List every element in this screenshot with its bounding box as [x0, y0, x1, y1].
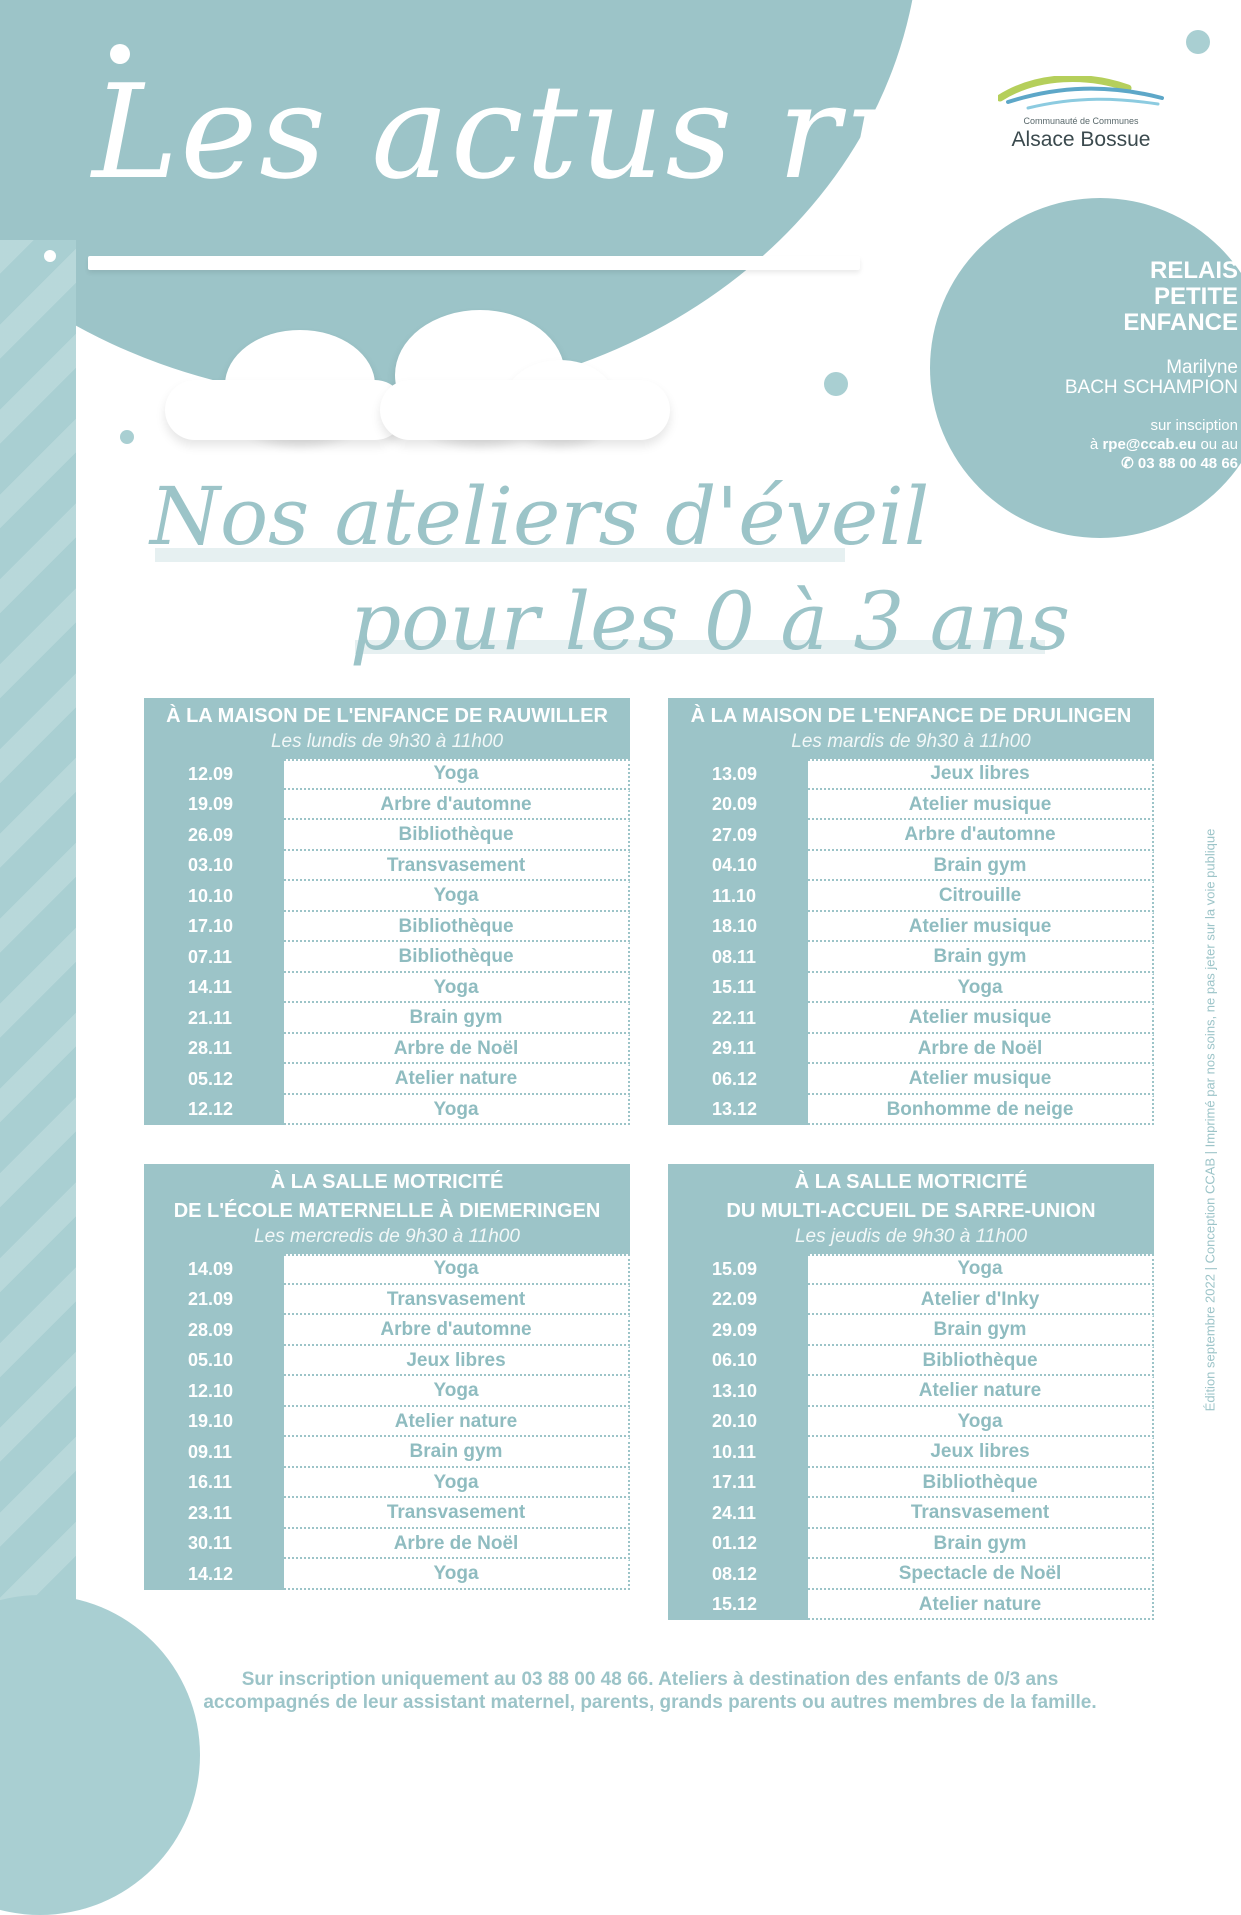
row-activity: Bibliothèque — [808, 1468, 1154, 1499]
row-date: 12.12 — [144, 1095, 284, 1126]
decor-dot — [120, 430, 134, 444]
row-activity: Atelier musique — [808, 1064, 1154, 1095]
decor-dot — [824, 372, 848, 396]
row-activity: Brain gym — [808, 1529, 1154, 1560]
row-activity: Atelier musique — [808, 912, 1154, 943]
table-row — [144, 790, 630, 821]
row-activity: Brain gym — [284, 1437, 630, 1468]
table-schedule: Les mercredis de 9h30 à 11h00 — [254, 1226, 520, 1247]
table-header — [668, 698, 1154, 759]
table-row — [668, 1034, 1154, 1065]
decor-dot — [1186, 30, 1210, 54]
table-row — [668, 942, 1154, 973]
table-body — [144, 759, 630, 1125]
table-row — [668, 1590, 1154, 1621]
schedule-table-diemeringen — [144, 1164, 630, 1590]
row-activity: Yoga — [284, 881, 630, 912]
row-date: 14.09 — [144, 1254, 284, 1285]
table-row — [144, 1498, 630, 1529]
table-row — [144, 820, 630, 851]
table-header — [144, 1164, 630, 1254]
row-date: 29.09 — [668, 1315, 808, 1346]
row-date: 17.10 — [144, 912, 284, 943]
row-activity: Arbre d'automne — [808, 820, 1154, 851]
row-date: 15.09 — [668, 1254, 808, 1285]
row-date: 19.09 — [144, 790, 284, 821]
schedule-table-rauwiller — [144, 698, 630, 1125]
row-activity: Brain gym — [808, 1315, 1154, 1346]
row-activity: Yoga — [808, 973, 1154, 1004]
table-row — [144, 1095, 630, 1126]
row-date: 16.11 — [144, 1468, 284, 1499]
table-row — [668, 1437, 1154, 1468]
contact-title-line: ENFANCE — [1123, 309, 1238, 336]
row-date: 13.12 — [668, 1095, 808, 1126]
footer-line: Sur inscription uniquement au 03 88 00 48 66. Ateliers à destination des enfants de 0/3 ans — [241, 1669, 1059, 1690]
row-activity: Transvasement — [808, 1498, 1154, 1529]
row-activity: Atelier musique — [808, 1003, 1154, 1034]
contact-info-prefix: à — [1089, 436, 1099, 453]
table-location: DU MULTI-ACCUEIL DE SARRE-UNION — [726, 1200, 1096, 1222]
row-activity: Arbre d'automne — [284, 790, 630, 821]
row-date: 29.11 — [668, 1034, 808, 1065]
row-date: 30.11 — [144, 1529, 284, 1560]
contact-title-line: RELAIS — [1149, 257, 1238, 284]
row-activity: Brain gym — [284, 1003, 630, 1034]
bottom-circle-shape — [0, 1595, 200, 1915]
table-row — [668, 1468, 1154, 1499]
edition-note: Édition septembre 2022 | Conception CCAB | Imprimé par nos soins, ne pas jeter sur la voie publique — [1202, 828, 1218, 1412]
row-activity: Brain gym — [808, 942, 1154, 973]
row-activity: Jeux libres — [284, 1346, 630, 1377]
table-row — [668, 1285, 1154, 1316]
row-activity: Arbre de Noël — [808, 1034, 1154, 1065]
row-date: 13.09 — [668, 759, 808, 790]
table-row — [144, 1407, 630, 1438]
row-date: 14.12 — [144, 1559, 284, 1590]
table-body — [668, 759, 1154, 1125]
row-date: 11.10 — [668, 881, 808, 912]
table-header — [144, 698, 630, 759]
row-activity: Jeux libres — [808, 759, 1154, 790]
row-activity: Bibliothèque — [284, 912, 630, 943]
table-row — [668, 1407, 1154, 1438]
clouds-illustration — [165, 310, 705, 440]
table-row — [668, 1064, 1154, 1095]
contact-info: sur insciption — [1150, 417, 1238, 434]
row-date: 13.10 — [668, 1376, 808, 1407]
table-row — [144, 1468, 630, 1499]
table-row — [668, 759, 1154, 790]
table-row — [144, 1285, 630, 1316]
row-date: 09.11 — [144, 1437, 284, 1468]
table-body — [668, 1254, 1154, 1620]
row-activity: Bibliothèque — [284, 820, 630, 851]
row-date: 04.10 — [668, 851, 808, 882]
decor-dot — [44, 250, 56, 262]
row-date: 17.11 — [668, 1468, 808, 1499]
table-row — [144, 942, 630, 973]
schedule-table-sarre-union — [668, 1164, 1154, 1620]
table-row — [144, 1315, 630, 1346]
row-activity: Transvasement — [284, 1285, 630, 1316]
row-activity: Transvasement — [284, 851, 630, 882]
row-activity: Yoga — [284, 1376, 630, 1407]
left-chevron-band — [0, 240, 76, 1754]
row-date: 19.10 — [144, 1407, 284, 1438]
row-date: 15.12 — [668, 1590, 808, 1621]
table-row — [144, 851, 630, 882]
page-title: Les actus rpé — [92, 56, 1006, 208]
row-date: 26.09 — [144, 820, 284, 851]
table-row — [668, 1095, 1154, 1126]
phone-icon: ✆ — [1121, 455, 1134, 472]
row-activity: Yoga — [808, 1407, 1154, 1438]
row-date: 12.09 — [144, 759, 284, 790]
row-date: 08.12 — [668, 1559, 808, 1590]
row-activity: Yoga — [284, 1468, 630, 1499]
row-activity: Arbre de Noël — [284, 1529, 630, 1560]
row-activity: Yoga — [808, 1254, 1154, 1285]
row-date: 22.11 — [668, 1003, 808, 1034]
row-activity: Transvasement — [284, 1498, 630, 1529]
table-row — [144, 1254, 630, 1285]
row-activity: Arbre de Noël — [284, 1034, 630, 1065]
wave-logo-icon — [998, 76, 1164, 112]
table-row — [668, 973, 1154, 1004]
row-date: 03.10 — [144, 851, 284, 882]
row-date: 24.11 — [668, 1498, 808, 1529]
table-location: DE L'ÉCOLE MATERNELLE À DIEMERINGEN — [173, 1200, 601, 1222]
row-activity: Spectacle de Noël — [808, 1559, 1154, 1590]
table-row — [144, 973, 630, 1004]
row-activity: Jeux libres — [808, 1437, 1154, 1468]
row-activity: Citrouille — [808, 881, 1154, 912]
contact-info-suffix: ou au — [1200, 436, 1238, 453]
title-underline — [88, 256, 860, 270]
row-date: 08.11 — [668, 942, 808, 973]
table-row — [668, 912, 1154, 943]
table-row — [668, 1559, 1154, 1590]
subtitle-line-1: Nos ateliers d'éveil — [150, 470, 930, 563]
row-activity: Bibliothèque — [808, 1346, 1154, 1377]
table-body — [144, 1254, 630, 1590]
row-activity: Arbre d'automne — [284, 1315, 630, 1346]
table-row — [668, 790, 1154, 821]
table-row — [144, 1064, 630, 1095]
row-activity: Bonhomme de neige — [808, 1095, 1154, 1126]
schedule-table-drulingen — [668, 698, 1154, 1125]
table-row — [668, 851, 1154, 882]
table-row — [668, 1498, 1154, 1529]
row-date: 10.10 — [144, 881, 284, 912]
row-activity: Atelier nature — [284, 1407, 630, 1438]
row-date: 21.09 — [144, 1285, 284, 1316]
contact-name: BACH SCHAMPION — [1064, 377, 1238, 398]
table-location: À LA MAISON DE L'ENFANCE DE DRULINGEN — [690, 705, 1132, 727]
contact-email[interactable]: rpe@ccab.eu — [1102, 436, 1197, 453]
table-row — [668, 1003, 1154, 1034]
table-location: À LA MAISON DE L'ENFANCE DE RAUWILLER — [166, 705, 608, 727]
logo-small-text: Communauté de Communes — [1023, 116, 1139, 126]
row-activity: Atelier musique — [808, 790, 1154, 821]
row-date: 22.09 — [668, 1285, 808, 1316]
table-row — [144, 1376, 630, 1407]
contact-phone[interactable]: 03 88 00 48 66 — [1137, 455, 1238, 472]
row-date: 18.10 — [668, 912, 808, 943]
row-activity: Yoga — [284, 1095, 630, 1126]
table-row — [144, 1346, 630, 1377]
footer-note — [150, 1668, 1150, 1714]
row-activity: Yoga — [284, 1559, 630, 1590]
table-row — [144, 1529, 630, 1560]
table-row — [144, 1437, 630, 1468]
table-schedule: Les lundis de 9h30 à 11h00 — [270, 731, 504, 752]
row-date: 28.11 — [144, 1034, 284, 1065]
contact-circle — [930, 198, 1241, 538]
row-activity: Yoga — [284, 973, 630, 1004]
table-row — [668, 881, 1154, 912]
row-date: 06.12 — [668, 1064, 808, 1095]
row-activity: Bibliothèque — [284, 942, 630, 973]
table-row — [668, 820, 1154, 851]
row-date: 27.09 — [668, 820, 808, 851]
table-row — [668, 1315, 1154, 1346]
table-row — [144, 1003, 630, 1034]
row-date: 07.11 — [144, 942, 284, 973]
table-row — [668, 1376, 1154, 1407]
table-location: À LA SALLE MOTRICITÉ — [270, 1171, 504, 1193]
row-date: 06.10 — [668, 1346, 808, 1377]
row-activity: Atelier nature — [284, 1064, 630, 1095]
ccab-logo — [998, 76, 1164, 116]
table-header — [668, 1164, 1154, 1254]
row-date: 10.11 — [668, 1437, 808, 1468]
footer-line: accompagnés de leur assistant maternel, parents, grands parents ou autres membres de la famille. — [203, 1692, 1097, 1713]
row-activity: Brain gym — [808, 851, 1154, 882]
row-activity: Yoga — [284, 1254, 630, 1285]
row-date: 28.09 — [144, 1315, 284, 1346]
table-row — [144, 1034, 630, 1065]
row-activity: Atelier d'Inky — [808, 1285, 1154, 1316]
table-location: À LA SALLE MOTRICITÉ — [794, 1171, 1028, 1193]
row-date: 20.09 — [668, 790, 808, 821]
table-row — [144, 912, 630, 943]
table-row — [668, 1346, 1154, 1377]
row-date: 20.10 — [668, 1407, 808, 1438]
row-date: 05.12 — [144, 1064, 284, 1095]
table-row — [144, 881, 630, 912]
row-activity: Atelier nature — [808, 1376, 1154, 1407]
subtitle-line-2: pour les 0 à 3 ans — [350, 575, 1071, 668]
table-schedule: Les mardis de 9h30 à 11h00 — [791, 731, 1031, 752]
row-date: 15.11 — [668, 973, 808, 1004]
table-row — [144, 759, 630, 790]
table-row — [668, 1529, 1154, 1560]
table-row — [668, 1254, 1154, 1285]
row-date: 23.11 — [144, 1498, 284, 1529]
logo-name: Alsace Bossue — [1011, 128, 1151, 151]
row-date: 21.11 — [144, 1003, 284, 1034]
row-activity: Atelier nature — [808, 1590, 1154, 1621]
contact-name: Marilyne — [1166, 357, 1238, 378]
row-date: 05.10 — [144, 1346, 284, 1377]
row-date: 12.10 — [144, 1376, 284, 1407]
table-schedule: Les jeudis de 9h30 à 11h00 — [794, 1226, 1028, 1247]
row-activity: Yoga — [284, 759, 630, 790]
contact-title-line: PETITE — [1153, 283, 1238, 310]
table-row — [144, 1559, 630, 1590]
row-date: 01.12 — [668, 1529, 808, 1560]
row-date: 14.11 — [144, 973, 284, 1004]
